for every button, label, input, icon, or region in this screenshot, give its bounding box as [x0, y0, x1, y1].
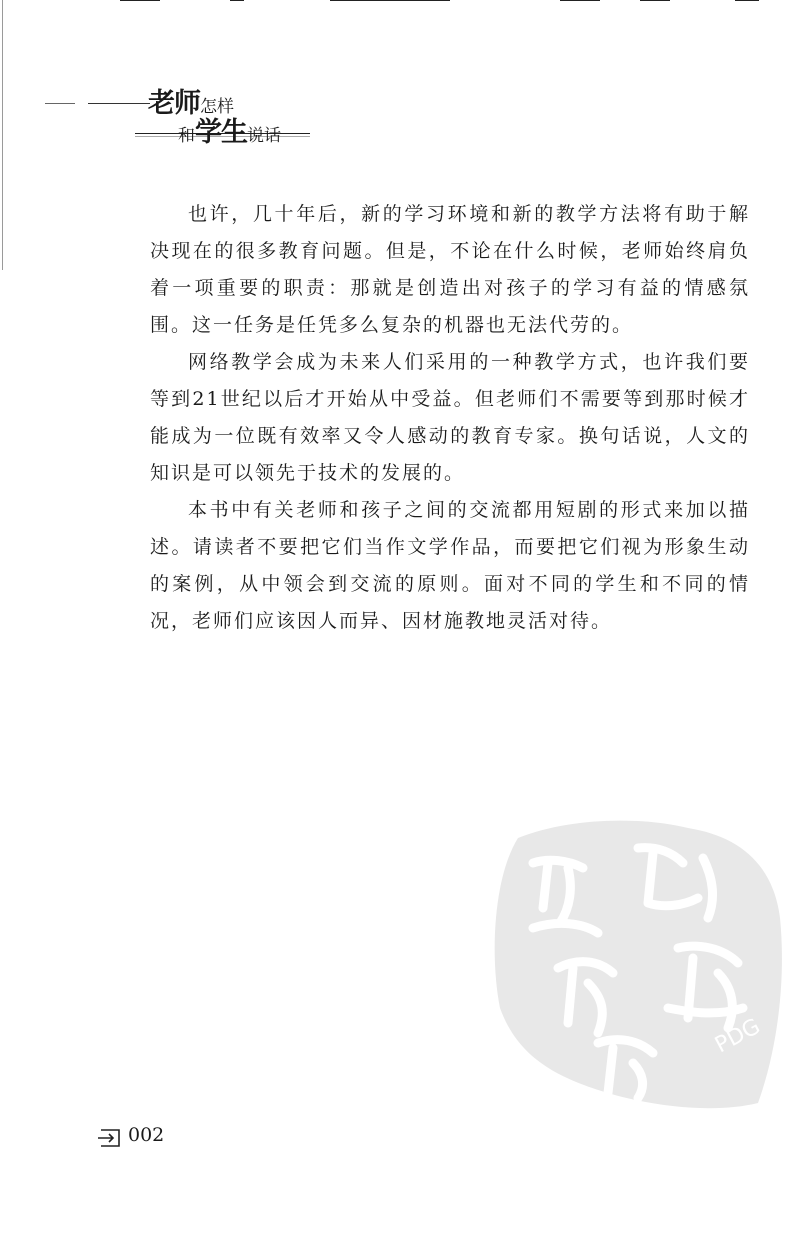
seal-stamp-watermark	[488, 808, 788, 1118]
header-title-big-2: 学生	[195, 117, 247, 148]
header-rule-top	[88, 103, 150, 104]
running-header	[0, 80, 330, 160]
paragraph: 网络教学会成为未来人们采用的一种教学方式，也许我们要等到21世纪以后才开始从中受益。但老师们不需要等到那时候才能成为一位既有效率又令人感动的教育专家。换句话说，人文的知识是可以领先于技术的发展的。	[150, 351, 750, 484]
page-top-edge	[0, 0, 800, 12]
page-bracket-icon	[98, 1128, 122, 1148]
paragraph: 本书中有关老师和孩子之间的交流都用短剧的形式来加以描述。请读者不要把它们当作文学作品，而要把它们视为形象生动的案例，从中领会到交流的原则。面对不同的学生和不同的情况，老师们应该因人而异、因材施教地灵活对待。	[150, 499, 750, 632]
header-title-small-1: 怎样	[200, 97, 234, 117]
page-number: 002	[128, 1124, 165, 1146]
header-title-line-2	[178, 110, 281, 149]
body-text	[150, 196, 750, 640]
watermark-text: PDG	[711, 1014, 765, 1059]
header-title-small-2: 和	[178, 126, 195, 146]
paragraph: 也许，几十年后，新的学习环境和新的教学方法将有助于解决现在的很多教育问题。但是，不论在什么时候，老师始终肩负着一项重要的职责：那就是创造出对孩子的学习有益的情感氛围。这一任务是任凭多么复杂的机器也无法代劳的。	[150, 203, 750, 336]
header-title-small-3: 说话	[247, 126, 281, 146]
header-rule-short	[45, 103, 75, 104]
header-title-big-1: 老师	[148, 88, 200, 119]
